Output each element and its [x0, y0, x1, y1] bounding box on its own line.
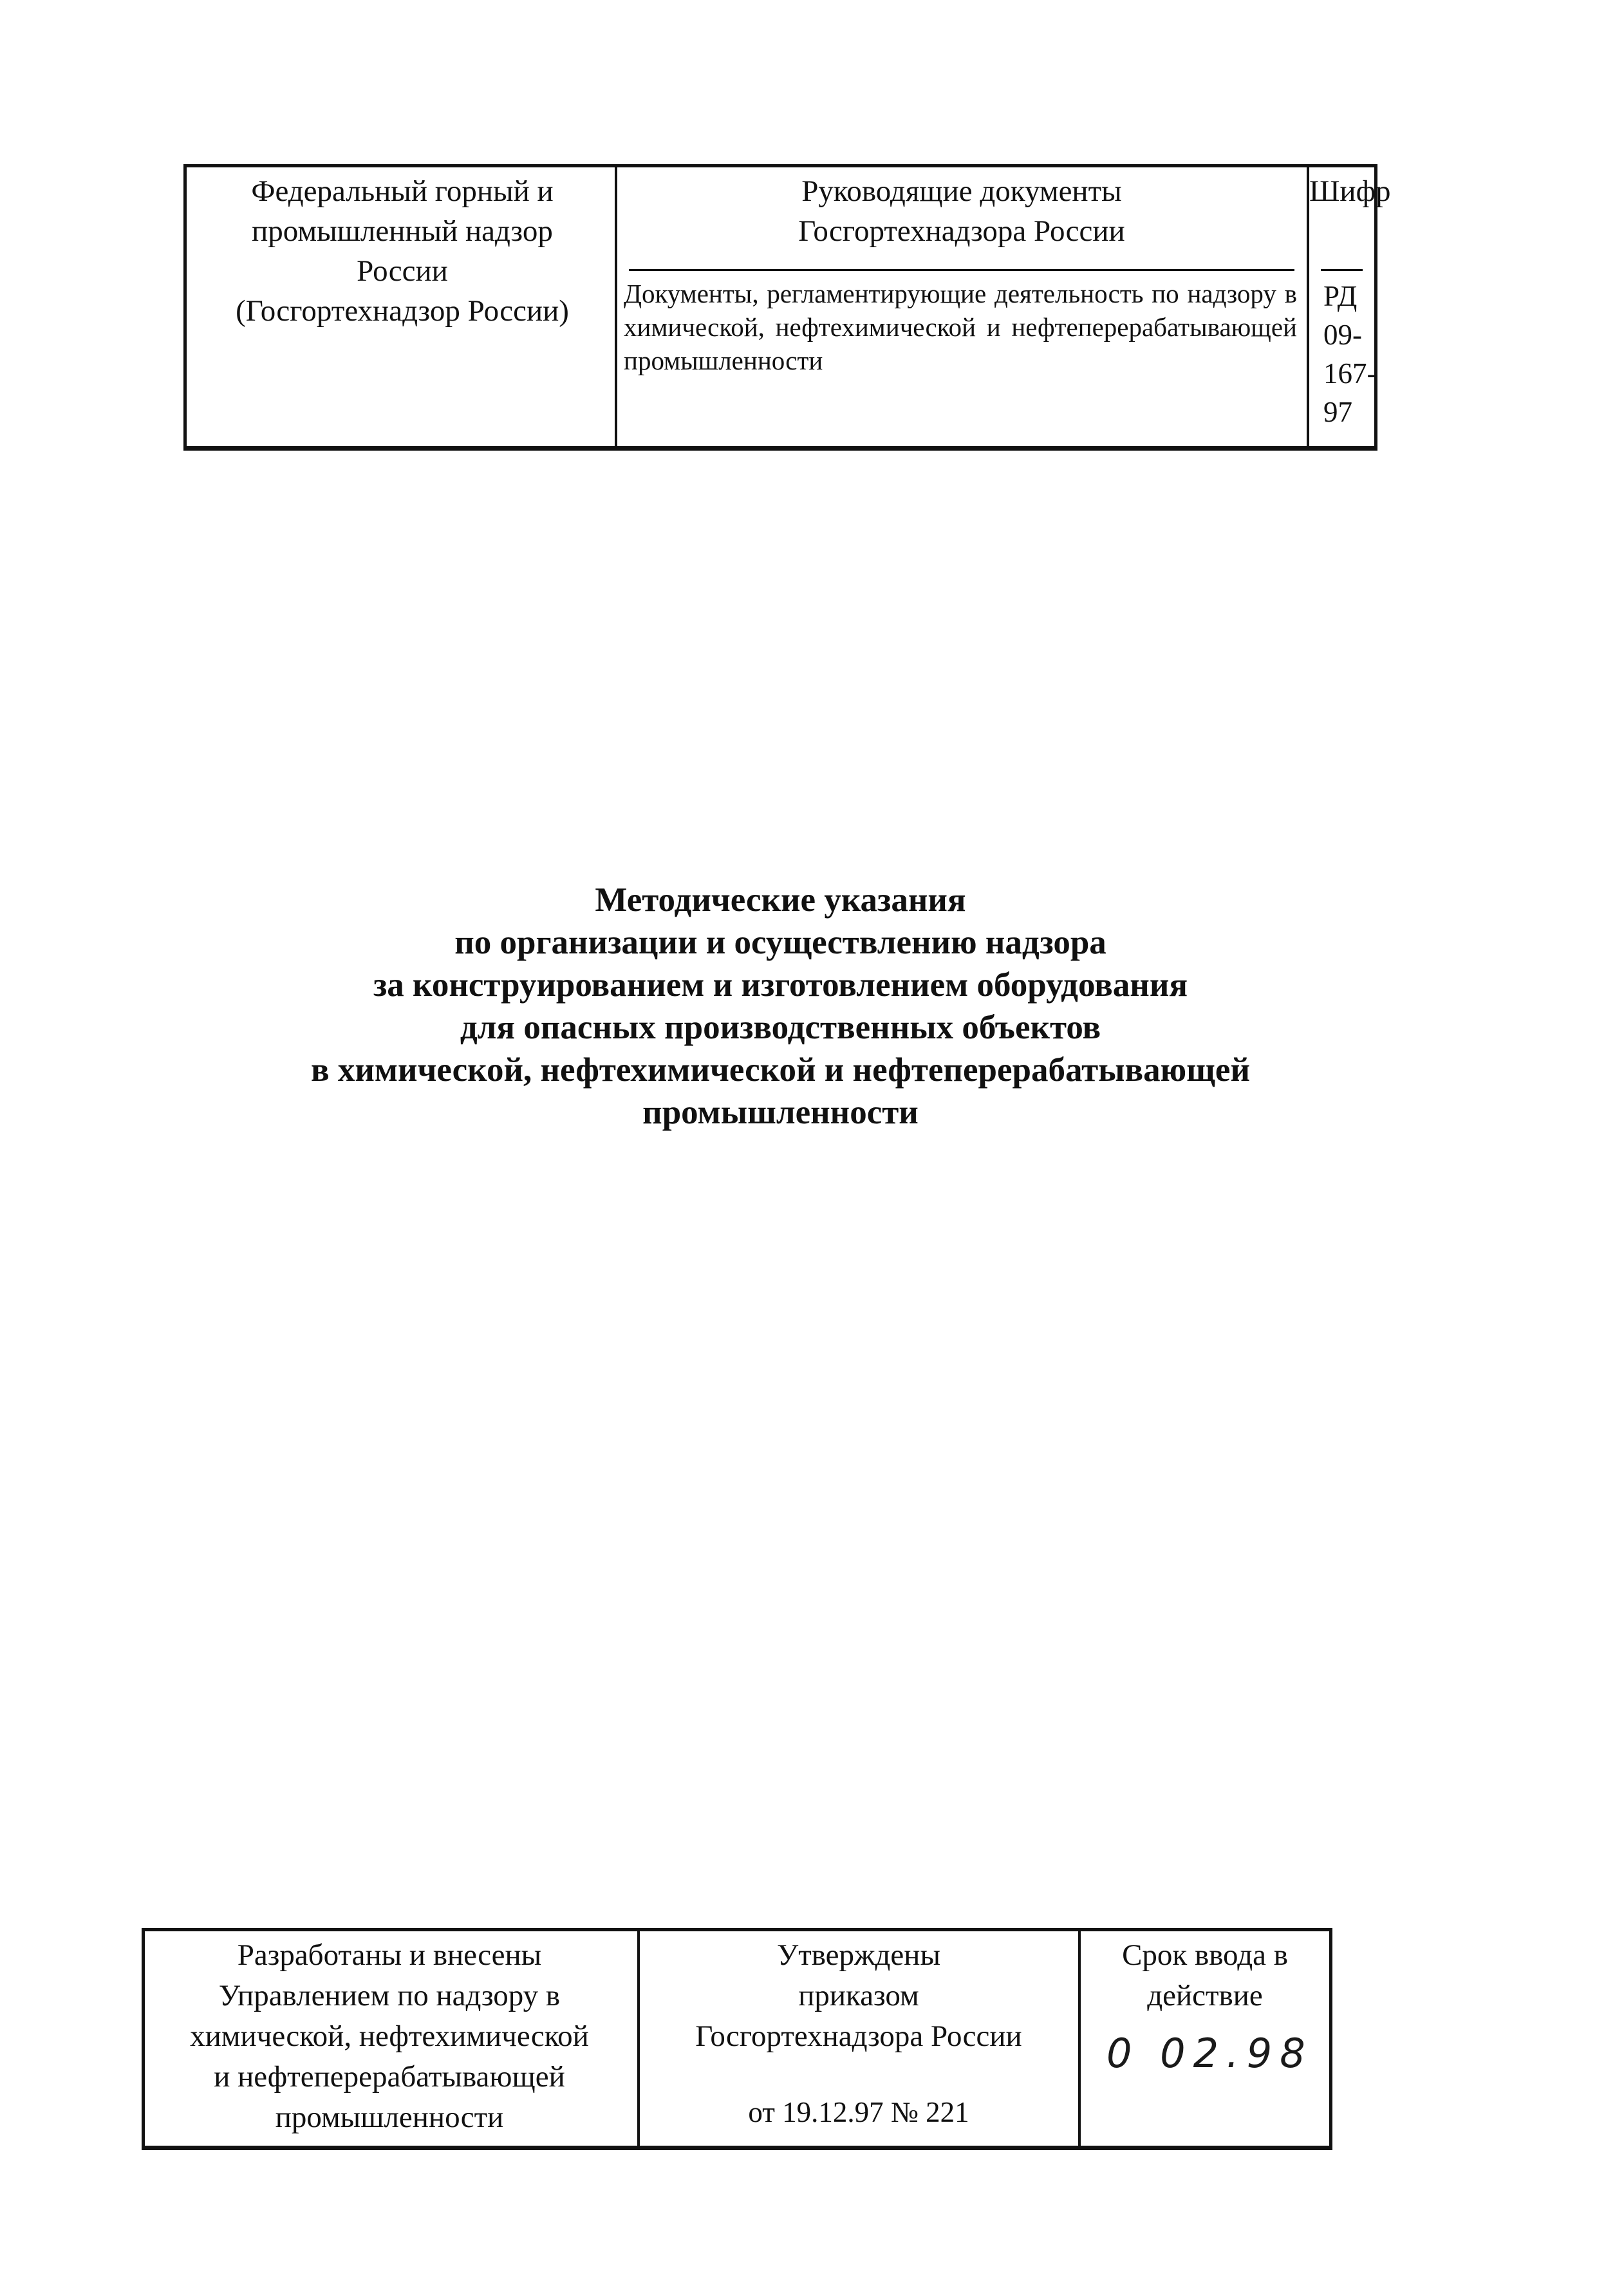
approved-line: приказом: [798, 1979, 919, 2012]
developed-by-line: Разработаны и внесены: [237, 1938, 542, 1972]
organization-cell: [187, 167, 611, 446]
developed-by-line: Управлением по надзору в: [218, 1979, 561, 2012]
title-line: за конструированием и изготовлением оборудования: [373, 966, 1188, 1004]
doc-subcategory: Документы, регламентирующие деятельность по надзору в химической, нефтехимической и нефтеперерабатывающей промышленности: [624, 279, 1297, 375]
approved-line: Утверждены: [776, 1938, 941, 1972]
organization-line: России: [357, 254, 448, 288]
effective-date-cell: [1078, 1931, 1329, 2146]
approved-order: от 19.12.97 № 221: [748, 2096, 969, 2128]
doc-category-line: Госгортехнадзора России: [798, 214, 1125, 248]
organization-name: [193, 171, 611, 331]
title-line: в химической, нефтехимической и нефтеперерабатывающей: [310, 1051, 1250, 1089]
approved-cell: [637, 1931, 1078, 2146]
approved: [640, 1935, 1078, 2057]
organization-line: промышленный надзор: [252, 214, 553, 248]
cipher-code: РД 09-167-97: [1323, 280, 1377, 428]
cell-divider: [1321, 269, 1363, 271]
title-line: по организации и осуществлению надзора: [454, 924, 1106, 961]
organization-line: (Госгортехнадзор России): [236, 294, 569, 328]
developed-by-cell: [145, 1931, 634, 2146]
effective-label: [1081, 1935, 1329, 2016]
developed-by-line: и нефтеперерабатывающей: [214, 2060, 565, 2094]
document-title: [183, 879, 1377, 1134]
developed-by-line: химической, нефтехимической: [190, 2019, 589, 2053]
effective-label-line: действие: [1147, 1979, 1263, 2012]
organization-line: Федеральный горный и: [251, 174, 554, 208]
doc-category-line: Руководящие документы: [801, 174, 1122, 208]
doc-category-cell: [615, 167, 1306, 446]
effective-label-line: Срок ввода в: [1122, 1938, 1288, 1972]
header-table: [183, 164, 1391, 451]
developed-by-line: промышленности: [275, 2101, 504, 2134]
developed-by: [145, 1935, 634, 2138]
cipher-cell: [1307, 167, 1391, 446]
title-line: для опасных производственных объектов: [460, 1009, 1101, 1046]
cipher-label: Шифр: [1309, 174, 1391, 208]
doc-category: [617, 171, 1306, 251]
title-line: промышленности: [642, 1094, 919, 1131]
handwritten-effective-date: 0 02.98: [1106, 2030, 1313, 2077]
cell-divider: [629, 269, 1294, 271]
footer-table: [142, 1928, 1332, 2150]
approved-line: Госгортехнадзора России: [695, 2019, 1022, 2053]
title-line: Методические указания: [595, 881, 966, 919]
